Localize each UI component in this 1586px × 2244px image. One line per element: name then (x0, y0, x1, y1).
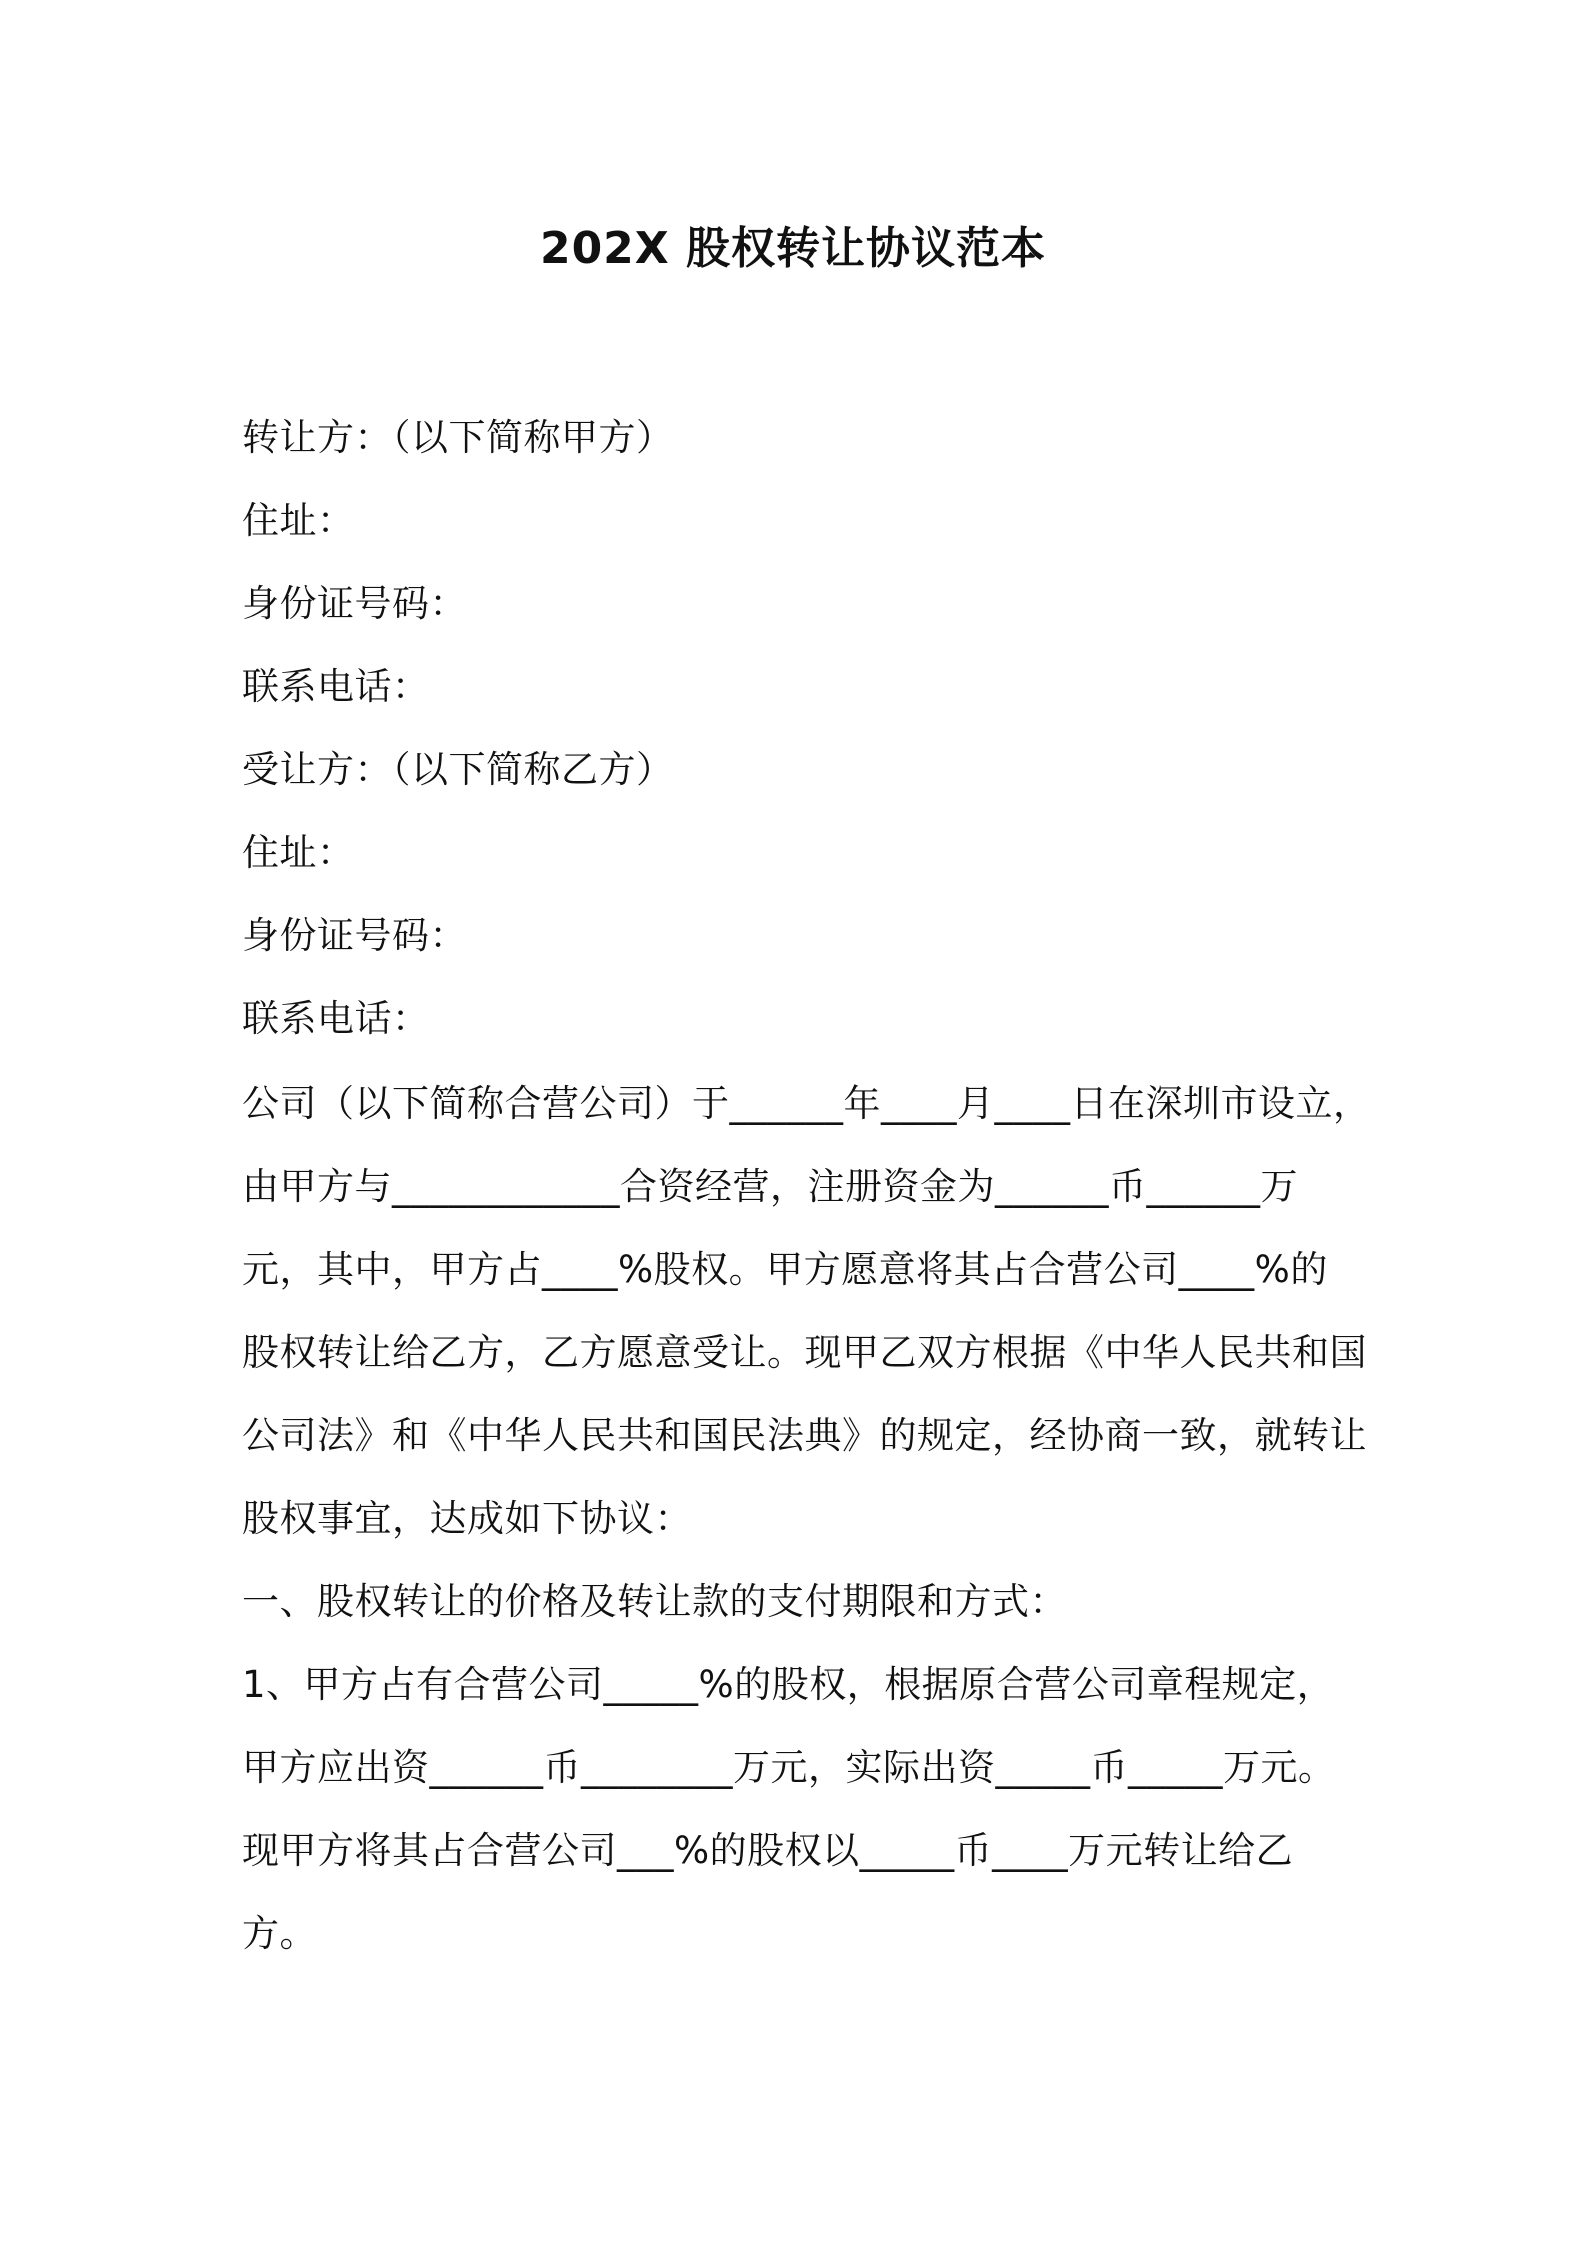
transferor-address-field: 住址： (242, 499, 355, 542)
paragraph-line: 甲方应出资______币________万元，实际出资_____币_____万元。 (242, 1746, 1336, 1789)
paragraph-line: 股权转让给乙方，乙方愿意受让。现甲乙双方根据《中华人民共和国 (242, 1331, 1367, 1374)
transferor-phone-field: 联系电话： (242, 665, 430, 708)
paragraph-line: 公司（以下简称合营公司）于______年____月____日在深圳市设立， (242, 1082, 1371, 1125)
transferor-id-field: 身份证号码： (242, 582, 467, 625)
paragraph-line: 方。 (242, 1912, 317, 1955)
paragraph-line: 公司法》和《中华人民共和国民法典》的规定，经协商一致，就转让 (242, 1414, 1367, 1457)
clause-paragraph (242, 1643, 1382, 1975)
paragraph-line: 现甲方将其占合营公司___%的股权以_____币____万元转让给乙 (242, 1829, 1294, 1872)
paragraph-line: 元，其中，甲方占____%股权。甲方愿意将其占合营公司____%的 (242, 1248, 1328, 1291)
intro-paragraph (242, 1062, 1371, 1560)
transferee-field: 受让方：（以下简称乙方） (242, 748, 674, 791)
paragraph-line: 1、甲方占有合营公司_____%的股权，根据原合营公司章程规定， (242, 1663, 1335, 1706)
transferor-field: 转让方：（以下简称甲方） (242, 416, 674, 459)
document-title: 202X 股权转让协议范本 (539, 223, 1047, 274)
paragraph-line: 由甲方与____________合资经营，注册资金为______币______万 (242, 1165, 1298, 1208)
transferee-phone-field: 联系电话： (242, 997, 430, 1040)
section-heading (242, 1560, 1362, 1643)
section-heading-text: 一、股权转让的价格及转让款的支付期限和方式： (242, 1580, 1067, 1623)
transferee-id-field: 身份证号码： (242, 914, 467, 957)
paragraph-line: 股权事宜，达成如下协议： (242, 1497, 692, 1540)
transferee-address-field: 住址： (242, 831, 355, 874)
